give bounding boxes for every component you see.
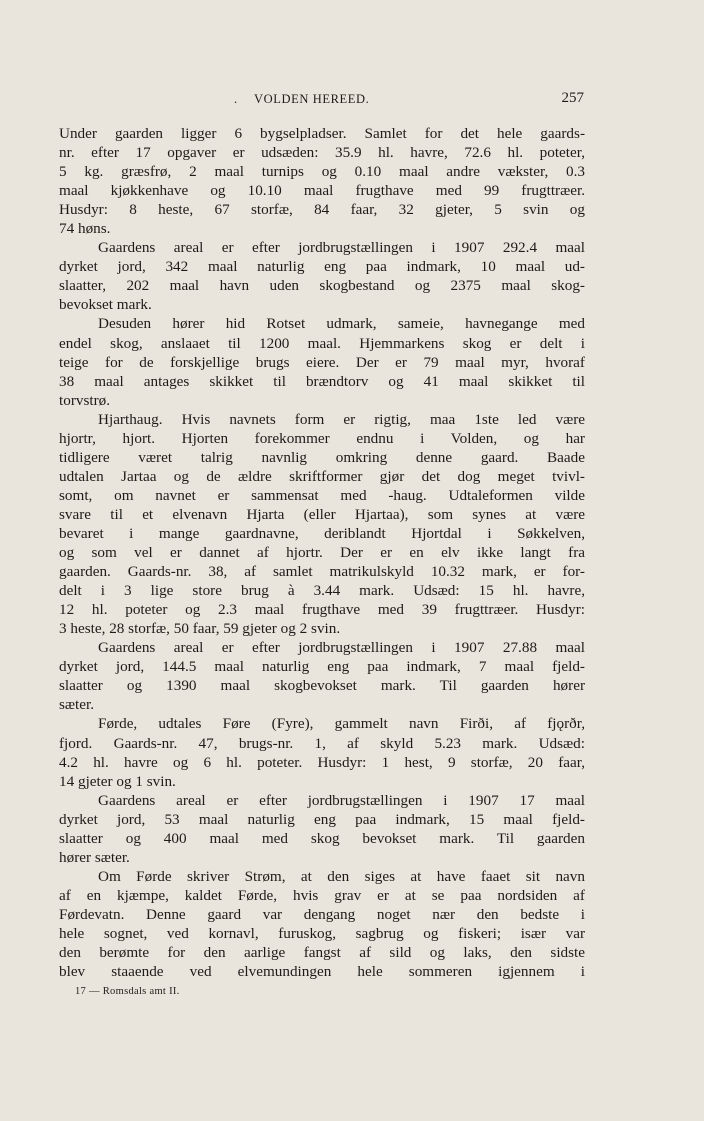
page-header	[58, 90, 584, 110]
text-line: Gaardens areal er efter jordbrugstællingen i 1907 27.88 maal	[98, 639, 585, 657]
text-line: hører sæter.	[59, 848, 130, 866]
text-line: blev staaende ved elvemundingen hele sommeren igjennem i	[59, 963, 585, 981]
body-text	[59, 124, 585, 981]
text-line: 3 heste, 28 storfæ, 50 faar, 59 gjeter og 2 svin.	[59, 620, 341, 638]
text-line: Husdyr: 8 heste, 67 storfæ, 84 faar, 32 gjeter, 5 svin og	[59, 201, 585, 219]
text-line: 74 høns.	[59, 220, 111, 238]
text-line: Førdevatn. Denne gaard var dengang noget nær den bedste i	[59, 905, 585, 923]
text-line: torvstrø.	[59, 391, 111, 409]
text-line: 5 kg. græsfrø, 2 maal turnips og 0.10 maal andre vækster, 0.3	[59, 163, 585, 181]
text-line: 12 hl. poteter og 2.3 maal frugthave med 39 frugttræer. Husdyr:	[59, 601, 585, 619]
running-title: VOLDEN HEREED.	[254, 92, 370, 106]
text-line: somt, om navnet er sammensat med -haug. Udtaleformen vilde	[59, 486, 585, 504]
text-line: fjord. Gaards-nr. 47, brugs-nr. 1, af skyld 5.23 mark. Udsæd:	[59, 734, 585, 752]
text-line: nr. efter 17 opgaver er udsæden: 35.9 hl. havre, 72.6 hl. poteter,	[59, 144, 585, 162]
signature-footnote: 17 — Romsdals amt II.	[75, 986, 180, 997]
text-line: slaatter og 400 maal med skog bevokset mark. Til gaarden	[59, 829, 585, 847]
text-line: og som vel er dannet af hjortr. Der er en elv ikke langt fra	[59, 544, 585, 562]
text-line: Gaardens areal er efter jordbrugstællingen i 1907 292.4 maal	[98, 239, 585, 257]
text-line: dyrket jord, 342 maal naturlig eng paa indmark, 10 maal ud-	[59, 258, 585, 276]
text-line: delt i 3 lige store brug à 3.44 mark. Udsæd: 15 hl. havre,	[59, 582, 585, 600]
text-line: den berømte for den aarlige fangst af sild og laks, den sidste	[59, 944, 585, 962]
text-line: udtalen Jartaa og de ældre skriftformer gjør det dog meget tvivl-	[59, 467, 585, 485]
text-line: dyrket jord, 53 maal naturlig eng paa indmark, 15 maal fjeld-	[59, 810, 585, 828]
text-line: hele sognet, ved kornavl, furuskog, sagbrug og fiskeri; især var	[59, 924, 585, 942]
text-line: bevaret i mange gaardnavne, deriblandt Hjortdal i Søkkelven,	[59, 524, 585, 542]
text-line: endel skog, anslaaet til 1200 maal. Hjemmarkens skog er delt i	[59, 334, 585, 352]
text-line: Om Førde skriver Strøm, at den siges at have faaet sit navn	[98, 867, 585, 885]
text-line: Hjarthaug. Hvis navnets form er rigtig, maa 1ste led være	[98, 410, 585, 428]
text-line: maal kjøkkenhave og 10.10 maal frugthave med 99 frugttræer.	[59, 182, 585, 200]
text-line: tidligere været talrig navnlig omkring denne gaard. Baade	[59, 448, 585, 466]
text-line: 4.2 hl. havre og 6 hl. poteter. Husdyr: 1 hest, 9 storfæ, 20 faar,	[59, 753, 585, 771]
text-line: teige for de forskjellige brugs eiere. Der er 79 maal myr, hvoraf	[59, 353, 585, 371]
header-dot: .	[234, 92, 238, 106]
text-line: slaatter, 202 maal havn uden skogbestand og 2375 maal skog-	[59, 277, 585, 295]
text-line: Førde, udtales Føre (Fyre), gammelt navn Firði, af fjǫrðr,	[98, 715, 585, 733]
text-line: gaarden. Gaards-nr. 38, af samlet matrikulskyld 10.32 mark, er for-	[59, 563, 585, 581]
text-line: sæter.	[59, 696, 95, 714]
text-line: slaatter og 1390 maal skogbevokset mark. Til gaarden hører	[59, 677, 585, 695]
text-line: dyrket jord, 144.5 maal naturlig eng paa indmark, 7 maal fjeld-	[59, 658, 585, 676]
text-line: svare til et elvenavn Hjarta (eller Hjartaa), som synes at være	[59, 505, 585, 523]
text-line: 38 maal antages skikket til brændtorv og 41 maal skikket til	[59, 372, 585, 390]
text-line: Under gaarden ligger 6 bygselpladser. Samlet for det hele gaards-	[59, 125, 585, 142]
text-line: 14 gjeter og 1 svin.	[59, 772, 176, 790]
text-line: af en kjæmpe, kaldet Førde, hvis grav er at se paa nordsiden af	[59, 886, 585, 904]
text-line: Gaardens areal er efter jordbrugstællingen i 1907 17 maal	[98, 791, 585, 809]
text-line: Desuden hører hid Rotset udmark, sameie, havnegange med	[98, 315, 585, 333]
text-line: hjortr, hjort. Hjorten forekommer endnu i Volden, og har	[59, 429, 585, 447]
text-line: bevokset mark.	[59, 296, 152, 314]
page-number: 257	[561, 90, 584, 106]
